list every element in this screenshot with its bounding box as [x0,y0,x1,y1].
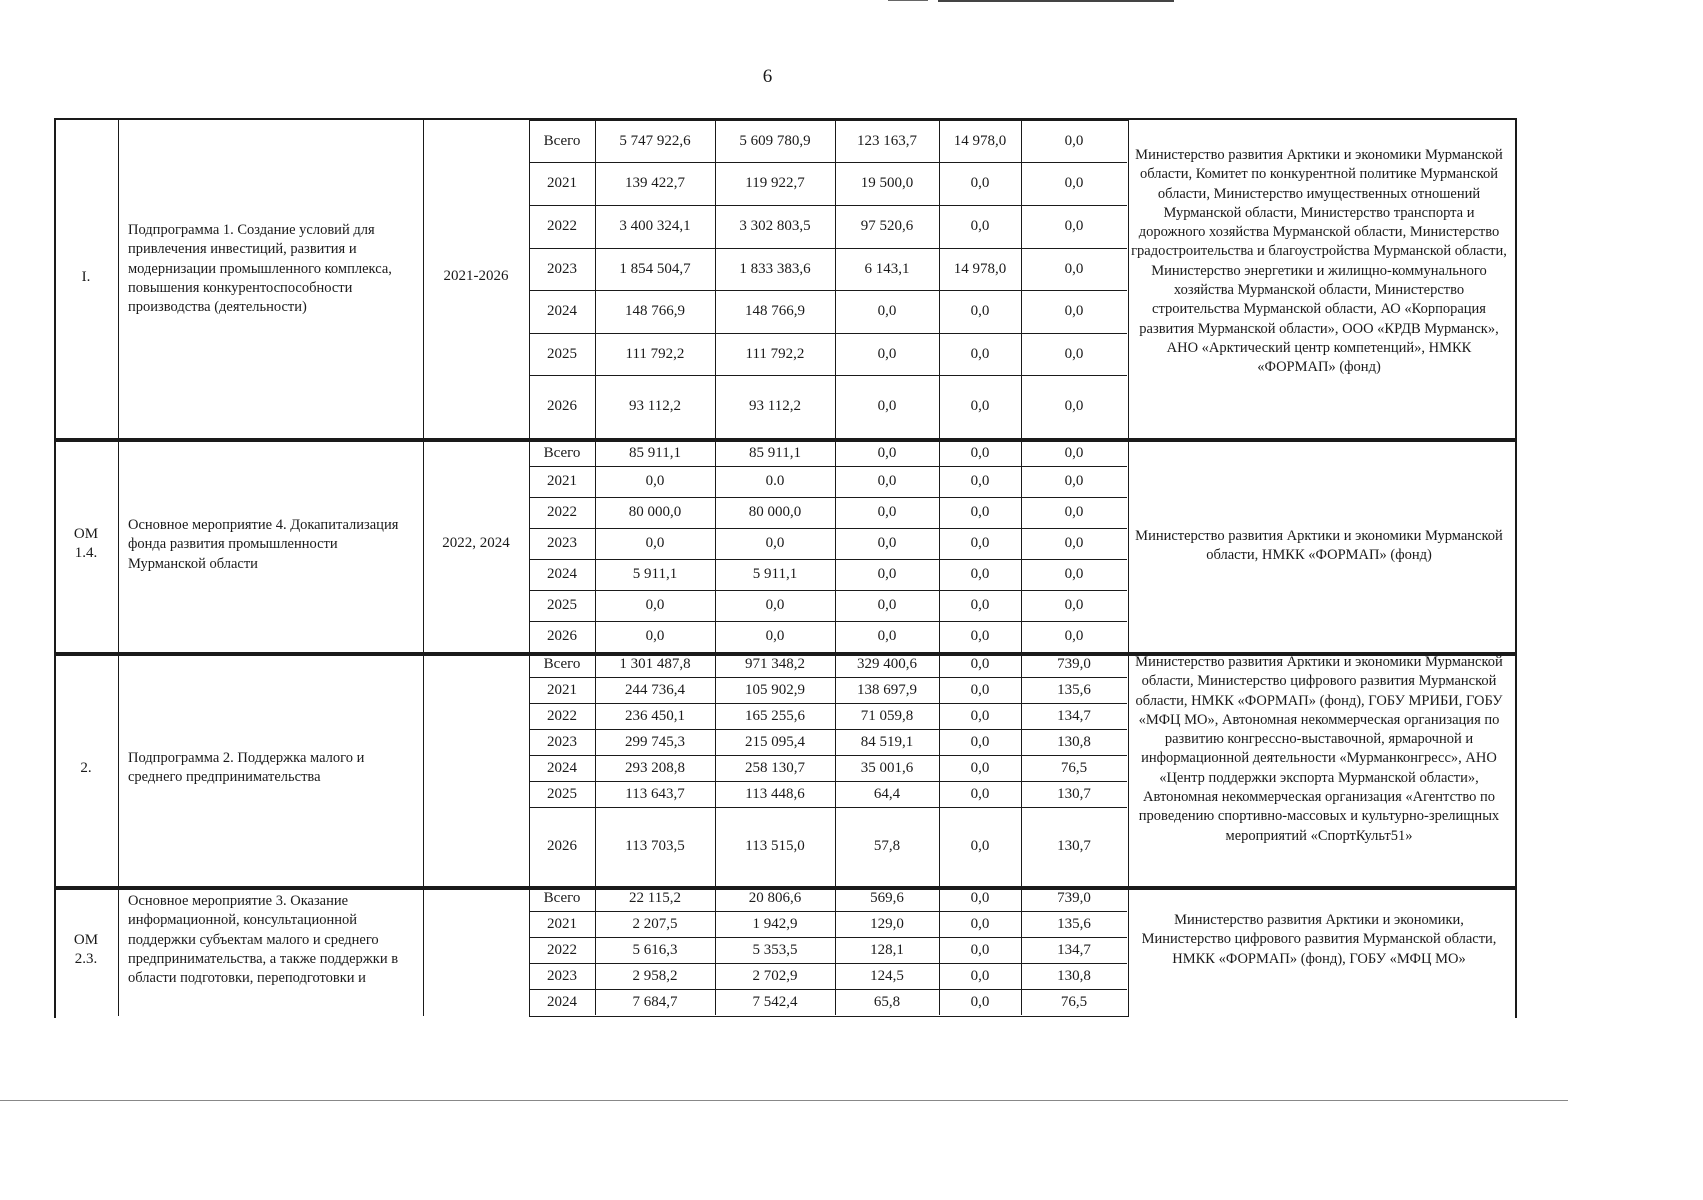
total-cell: 85 911,1 [629,444,681,461]
col1-cell: 2 702,9 [752,967,798,984]
col3-cell: 0,0 [970,175,990,191]
col4-cell: 0,0 [1064,345,1084,362]
col1-cell: 85 911,1 [749,444,801,461]
year-cell: 2026 [547,628,577,644]
col1-cell: 0,0 [765,535,785,551]
col3-cell: 0,0 [970,993,990,1010]
year-cell: 2024 [547,566,577,582]
col4-cell: 739,0 [1057,656,1091,672]
col2-cell: 0,0 [877,535,897,551]
year-cell: Всего [543,132,581,149]
col1-cell: 165 255,6 [745,707,805,724]
year-cell: 2021 [547,473,577,489]
year-cell: Всего [543,656,581,672]
col1-cell: 7 542,4 [752,993,798,1010]
col1-cell: 148 766,9 [745,303,805,319]
col1-cell: 113 515,0 [745,838,805,854]
total-cell: 0,0 [645,597,665,613]
col2-cell: 138 697,9 [857,681,917,698]
col2-cell: 0,0 [877,597,897,613]
col3-cell: 0,0 [970,941,990,958]
col4-cell: 0,0 [1064,473,1084,489]
col3-cell: 0,0 [970,345,990,362]
row-name: Подпрограмма 2. Поддержка малого и среднего предпринимательства [128,750,365,786]
col1-cell: 119 922,7 [745,175,805,191]
col2-cell: 0,0 [877,398,897,414]
total-cell: 93 112,2 [629,398,681,414]
col1-cell: 0.0 [765,473,785,489]
col2-cell: 569,6 [870,890,904,906]
col2-cell: 0,0 [877,303,897,319]
col4-cell: 76,5 [1060,759,1088,776]
col4-cell: 0,0 [1064,218,1084,234]
col1-cell: 0,0 [765,597,785,613]
total-cell: 0,0 [645,473,665,489]
row-code: I. [81,269,91,285]
col4-cell: 0,0 [1064,398,1084,414]
col3-cell: 0,0 [970,597,990,613]
col2-cell: 84 519,1 [860,733,914,750]
responsible-executors: Министерство развития Арктики и экономики Мурманской области, Комитет по конкурентной политике Мурманской области, Министерство имущественных отношений Мурманской области, Министерство транспорта и дорожного хозяйства Мурманской области, Министерство градостроительства и благоустройства Мурманской области, Министерство энергетики и жилищно-коммунального хозяйства Мурманской области, Министерство строительства Мурманской области, АО «Корпорация развития Мурманской области», ООО «КРДВ Мурманск», АНО «Арктический центр компетенций», НМКК «ФОРМАП» (фонд) [1131,147,1507,376]
total-cell: 148 766,9 [625,303,685,319]
col3-cell: 0,0 [970,733,990,750]
year-cell: 2026 [547,398,577,414]
total-cell: 2 958,2 [632,967,678,984]
col3-cell: 0,0 [970,535,990,551]
total-cell: 0,0 [645,535,665,551]
year-cell: 2025 [547,597,577,613]
col2-cell: 329 400,6 [857,656,917,672]
col4-cell: 739,0 [1057,890,1091,906]
row-name: Основное мероприятие 4. Докапитализация фонда развития промышленности Мурманской области [128,517,399,572]
year-cell: 2026 [547,838,577,854]
col3-cell: 0,0 [970,759,990,776]
year-cell: 2024 [547,993,577,1010]
row-name: Подпрограмма 1. Создание условий для привлечения инвестиций, развития и модернизации промышленного комплекса, повышения конкурентоспособности производства (деятельности) [128,222,392,316]
col1-cell: 258 130,7 [745,759,805,776]
col4-cell: 130,8 [1057,733,1091,750]
col1-cell: 105 902,9 [745,681,805,698]
year-cell: 2023 [547,733,577,750]
col2-cell: 124,5 [870,967,904,984]
year-cell: 2023 [547,260,577,277]
col3-cell: 0,0 [970,473,990,489]
col2-cell: 128,1 [870,941,904,958]
total-cell: 113 643,7 [625,785,685,802]
col2-cell: 35 001,6 [860,759,914,776]
total-cell: 299 745,3 [625,733,685,750]
col3-cell: 0,0 [970,628,990,644]
col3-cell: 0,0 [970,398,990,414]
col4-cell: 0,0 [1064,597,1084,613]
header-rule [938,0,1174,2]
year-cell: 2022 [547,504,577,520]
col3-cell: 0,0 [970,504,990,520]
col1-cell: 3 302 803,5 [739,218,811,234]
col2-cell: 19 500,0 [860,175,914,191]
col3-cell: 0,0 [970,915,990,932]
col-separator [118,652,119,886]
col2-cell: 64,4 [873,785,901,802]
responsible-executors: Министерство развития Арктики и экономики Мурманской области, НМКК «ФОРМАП» (фонд) [1135,528,1503,564]
col1-cell: 971 348,2 [745,656,805,672]
col4-cell: 0,0 [1064,444,1084,461]
col4-cell: 0,0 [1064,303,1084,319]
footer-rule [0,1100,1568,1101]
col2-cell: 0,0 [877,504,897,520]
col2-cell: 0,0 [877,473,897,489]
col3-cell: 0,0 [970,707,990,724]
col4-cell: 130,7 [1057,785,1091,802]
row-period: 2021-2026 [443,268,509,284]
col3-cell: 0,0 [970,838,990,854]
total-cell: 80 000,0 [628,504,682,520]
col-separator [118,886,119,1016]
col3-cell: 0,0 [970,681,990,698]
total-cell: 7 684,7 [632,993,678,1010]
col2-cell: 65,8 [873,993,901,1010]
col4-cell: 134,7 [1057,941,1091,958]
col4-cell: 130,7 [1057,838,1091,854]
col4-cell: 0,0 [1064,260,1084,277]
row-code: ОМ 1.4. [73,526,99,561]
col4-cell: 76,5 [1060,993,1088,1010]
year-cell: 2021 [547,175,577,191]
col4-cell: 135,6 [1057,681,1091,698]
responsible-executors: Министерство развития Арктики и экономики, Министерство цифрового развития Мурманской области, НМКК «ФОРМАП» (фонд), ГОБУ «МФЦ МО» [1141,912,1497,967]
col4-cell: 130,8 [1057,967,1091,984]
col4-cell: 134,7 [1057,707,1091,724]
total-cell: 2 207,5 [632,915,678,932]
col1-cell: 5 911,1 [752,566,798,582]
col4-cell: 0,0 [1064,535,1084,551]
col1-cell: 5 609 780,9 [739,132,811,149]
year-cell: 2021 [547,915,577,932]
year-cell: Всего [543,444,581,461]
col1-cell: 113 448,6 [745,785,805,802]
col4-cell: 135,6 [1057,915,1091,932]
year-cell: 2022 [547,218,577,234]
col2-cell: 0,0 [877,345,897,362]
year-cell: 2022 [547,941,577,958]
col1-cell: 80 000,0 [748,504,802,520]
col-separator [118,118,119,438]
col3-cell: 0,0 [970,890,990,906]
col1-cell: 111 792,2 [745,345,805,362]
year-cell: 2024 [547,303,577,319]
total-cell: 111 792,2 [625,345,685,362]
year-cell: 2023 [547,535,577,551]
col3-cell: 14 978,0 [953,260,1007,277]
total-cell: 244 736,4 [625,681,685,698]
col3-cell: 0,0 [970,967,990,984]
col2-cell: 0,0 [877,566,897,582]
year-cell: 2025 [547,785,577,802]
col2-cell: 97 520,6 [860,218,914,234]
total-cell: 236 450,1 [625,707,685,724]
col1-cell: 0,0 [765,628,785,644]
col3-cell: 0,0 [970,566,990,582]
row-period: 2022, 2024 [442,535,510,551]
col1-cell: 1 833 383,6 [739,260,811,277]
col3-cell: 14 978,0 [953,132,1007,149]
col3-cell: 0,0 [970,444,990,461]
col2-cell: 57,8 [873,838,901,854]
col2-cell: 71 059,8 [860,707,914,724]
total-cell: 5 747 922,6 [619,132,691,149]
col2-cell: 0,0 [877,628,897,644]
row-name: Основное мероприятие 3. Оказание информационной, консультационной поддержки субъектам малого и среднего предпринимательства, а также поддержки в области подготовки, переподготовки и [128,893,399,987]
total-cell: 5 911,1 [632,566,678,582]
col2-cell: 6 143,1 [864,260,910,277]
col3-cell: 0,0 [970,785,990,802]
year-cell: 2023 [547,967,577,984]
year-cell: 2022 [547,707,577,724]
year-cell: 2024 [547,759,577,776]
page-number: 6 [762,66,773,87]
total-cell: 1 301 487,8 [619,656,691,672]
header-rule-short [888,0,928,1]
col4-cell: 0,0 [1064,132,1084,149]
total-cell: 1 854 504,7 [619,260,691,277]
responsible-executors: Министерство развития Арктики и экономики Мурманской области, Министерство цифрового развития Мурманской области, НМКК «ФОРМАП» (фонд), ГОБУ МРИБИ, ГОБУ «МФЦ МО», Автономная некоммерческая организация по развитию конгрессно-выставочной, ярмарочной и информационной деятельности «Мурманконгресс», АНО «Центр поддержки экспорта Мурманской области», Автономная некоммерческая организация «Агентство по проведению спортивно-массовых и культурно-зрелищных мероприятий «СпортКульт51» [1135,654,1503,844]
col1-cell: 5 353,5 [752,941,798,958]
col1-cell: 1 942,9 [752,915,798,932]
col-separator [423,886,424,1016]
col3-cell: 0,0 [970,303,990,319]
total-cell: 0,0 [645,628,665,644]
total-cell: 5 616,3 [632,941,678,958]
col4-cell: 0,0 [1064,504,1084,520]
col1-cell: 20 806,6 [748,890,802,906]
col4-cell: 0,0 [1064,175,1084,191]
col1-cell: 215 095,4 [745,733,805,750]
col4-cell: 0,0 [1064,628,1084,644]
total-cell: 22 115,2 [629,890,681,906]
total-cell: 113 703,5 [625,838,685,854]
col1-cell: 93 112,2 [749,398,801,414]
row-code: ОМ 2.3. [73,932,99,967]
col3-cell: 0,0 [970,218,990,234]
col2-cell: 129,0 [870,915,904,932]
row-code: 2. [80,760,92,776]
total-cell: 293 208,8 [625,759,685,776]
year-cell: Всего [543,890,581,906]
year-cell: 2025 [547,345,577,362]
col-separator [118,438,119,652]
col4-cell: 0,0 [1064,566,1084,582]
col-separator [423,652,424,886]
total-cell: 3 400 324,1 [619,218,691,234]
total-cell: 139 422,7 [625,175,685,191]
col2-cell: 0,0 [877,444,897,461]
year-cell: 2021 [547,681,577,698]
col2-cell: 123 163,7 [857,132,917,149]
col3-cell: 0,0 [970,656,990,672]
